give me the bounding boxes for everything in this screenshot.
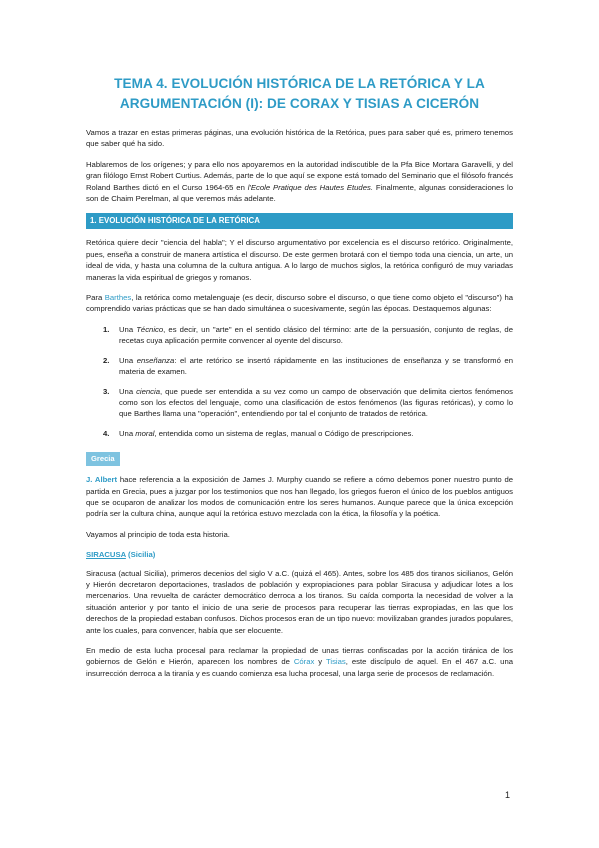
list-item-pre: Una — [119, 324, 137, 334]
siracusa-p2-end: , este discípulo de aquel. En el 467 a.C. una insurrección derroca a la tiranía y es cuando comienza esa lucha procesal, una larga serie de procesos de reclamación. — [86, 657, 513, 678]
grecia-p1-text: hace referencia a la exposición de James J. Murphy cuando se refiere a cómo debemos poner nuestro punto de partida en Grecia, pues a juzgar por los testimonios que nos han llegado, los griegos fueron el único de los pueblos antiguos que se ocuparon de analizar los modos de comunicación entre los seres humanos. Aunque parece que la única excepción podría ser la cultura china, aunque aquí la retórica estuvo mezclada con la ética, la filosofía y la poética. — [86, 475, 513, 519]
grecia-paragraph-2: Vayamos al principio de toda esta historia. — [86, 529, 230, 539]
list-item-emphasis: enseñanza — [136, 355, 175, 365]
barthes-link[interactable]: Barthes — [104, 293, 132, 303]
list-item-text: : el arte retórico se insertó rápidamente en las instituciones de enseñanza y se transformó en materia de examen. — [119, 355, 513, 377]
section1-p2-start: Para — [86, 293, 105, 303]
list-item-number: 4. — [103, 428, 110, 438]
list-item-pre: Una — [119, 428, 136, 438]
intro-paragraph-1: Vamos a trazar en estas primeras páginas, una evolución histórica de la Retórica, pues para saber qué es, primero tenemos que saber qué ha sido. — [86, 128, 513, 149]
siracusa-paragraph-2 — [86, 645, 513, 679]
list-item-emphasis: ciencia — [136, 386, 161, 396]
page-title: TEMA 4. EVOLUCIÓN HISTÓRICA DE LA RETÓRICA Y LA ARGUMENTACIÓN (I): DE CORAX Y TISIAS A CICERÓN — [114, 76, 485, 111]
section1-paragraph-1: Retórica quiere decir "ciencia del habla"; Y el discurso argumentativo por excelencia es el discurso retórico. Originalmente, pues, enseña a construir de manera artística el discurso. De este germen brotará con el tiempo toda una ciencia, un arte, un ideal de vida, y hasta una columna de la cultura antigua. A lo largo de muchos siglos, la retórica configuró de muy variadas maneras la vida espiritual de griegos y romanos. — [86, 238, 513, 282]
list-item-emphasis: moral — [135, 428, 155, 438]
list-item-text: , es decir, un "arte" en el sentido clásico del término: arte de la persuasión, conjunto de reglas, de recetas cuya aplicación permite convencer al oyente del discurso. — [119, 324, 513, 346]
siracusa-paragraph-1: Siracusa (actual Sicilia), primeros decenios del siglo V a.C. (quizá el 465). Antes, sobre los 485 dos tiranos sicilianos, Gelón y Hierón decretaron deportaciones, traslados de población y expropiaciones para poblar Siracusa y adjudicar lotes a los mercenarios. Una revuelta de carácter democrático derroca a los tiranos. Su caída comporta la necesidad de volver a la situación anterior y por tanto el inicio de una serie de procesos para recuperar las tierras expropiadas, en las que los derechos de la propiedad estaban confusos. Dichos procesos eran de un tipo nuevo: movilizaban grandes jurados populares, ante los cuales, para convencer, había que ser elocuente. — [86, 568, 513, 635]
siracusa-p2-and: y — [314, 657, 326, 667]
page-content — [86, 74, 513, 688]
list-item-text: , entendida como un sistema de reglas, manual o Código de prescripciones. — [154, 428, 414, 438]
section-heading-evolucion: 1. EVOLUCIÓN HISTÓRICA DE LA RETÓRICA — [86, 213, 513, 229]
siracusa-link[interactable]: SIRACUSA — [86, 550, 126, 560]
section1-p2-end: , la retórica como metalenguaje (es decir, discurso sobre el discurso, o que tiene como objeto el "discurso") ha comprendido varias prácticas que se han dado simultánea o sucesivamente, según las épocas. Destaquemos algunas: — [86, 293, 513, 314]
list-item-number: 1. — [103, 324, 110, 334]
tisias-link[interactable]: Tisias — [325, 657, 346, 667]
list-item — [86, 324, 513, 347]
intro-paragraph-2 — [86, 159, 513, 205]
corax-link[interactable]: Córax — [293, 657, 315, 667]
intro-p2-end: Finalmente, algunas consideraciones lo son de Chaim Perelman, al que veremos más adelante. — [86, 182, 513, 204]
list-item — [86, 386, 513, 420]
list-item-pre: Una — [119, 386, 137, 396]
list-item-emphasis: Técnico — [136, 324, 164, 334]
intro-p2-italic: l'Ecole Pratique des Hautes Etudes. — [247, 182, 373, 192]
list-item — [86, 428, 513, 439]
grecia-tag: Grecia — [86, 452, 120, 466]
siracusa-heading — [86, 549, 513, 560]
list-item-text: , que puede ser entendida a su vez como un campo de observación que delimita ciertos fenómenos como son los efectos del lenguaje, como una clasificación de estos fenómenos (las figuras retóricas), y como lo que Barthes llama una "operación", entendiendo por tal el conjunto de tratados de retórica. — [119, 386, 513, 419]
list-item-number: 3. — [103, 386, 110, 396]
page-number: 1 — [505, 790, 511, 800]
grecia-paragraph-1 — [86, 474, 513, 520]
practices-list — [86, 324, 513, 439]
list-item — [86, 355, 513, 378]
section1-paragraph-2 — [86, 292, 513, 315]
siracusa-p2-start: En medio de esta lucha procesal para reclamar la propiedad de unas tierras confiscadas por la acción tiránica de los gobiernos de Gelón e Hierón, aparecen los nombres de — [86, 646, 513, 667]
albert-link[interactable]: J. Albert — [86, 475, 118, 485]
list-item-number: 2. — [103, 355, 110, 365]
intro-p2-start: Hablaremos de los orígenes; y para ello nos apoyaremos en la autoridad indiscutible de la Pfa Bice Mortara Garavelli, y del gran filólogo Ernst Robert Curtius. Además, parte de lo que aquí se expone está tomado del Seminario que el filósofo francés Roland Barthes dictó en el Curso 1964-65 en — [86, 159, 513, 192]
list-item-pre: Una — [119, 355, 137, 365]
siracusa-region: (Sicilia) — [125, 550, 156, 560]
